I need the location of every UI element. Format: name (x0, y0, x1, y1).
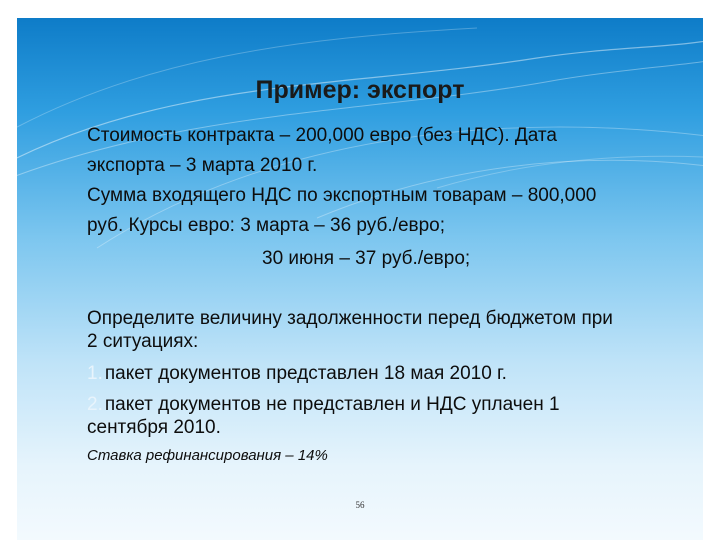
contract-line-1: Стоимость контракта – 200,000 евро (без НДС). Дата (87, 125, 557, 146)
list-item-text: пакет документов представлен 18 мая 2010 г. (104, 363, 507, 384)
list-item-2-continuation: сентября 2010. (87, 417, 221, 438)
list-item-1 (87, 361, 507, 387)
list-item-text: пакет документов не представлен и НДС уплачен 1 (104, 394, 560, 415)
refinancing-rate-note: Ставка рефинансирования – 14% (87, 447, 328, 464)
question-line-1: Определите величину задолженности перед бюджетом при (87, 308, 613, 329)
slide-title: Пример: экспорт (255, 76, 465, 104)
vat-line-2: руб. Курсы евро: 3 марта – 36 руб./евро; (87, 215, 446, 236)
vat-line-1: Сумма входящего НДС по экспортным товарам – 800,000 (87, 185, 597, 206)
list-number: 1. (87, 363, 103, 384)
rate-line: 30 июня – 37 руб./евро; (262, 248, 471, 269)
question-line-2: 2 ситуациях: (87, 331, 199, 352)
contract-line-2: экспорта – 3 марта 2010 г. (87, 155, 318, 176)
page-number: 56 (355, 500, 365, 510)
list-number: 2. (87, 394, 103, 415)
